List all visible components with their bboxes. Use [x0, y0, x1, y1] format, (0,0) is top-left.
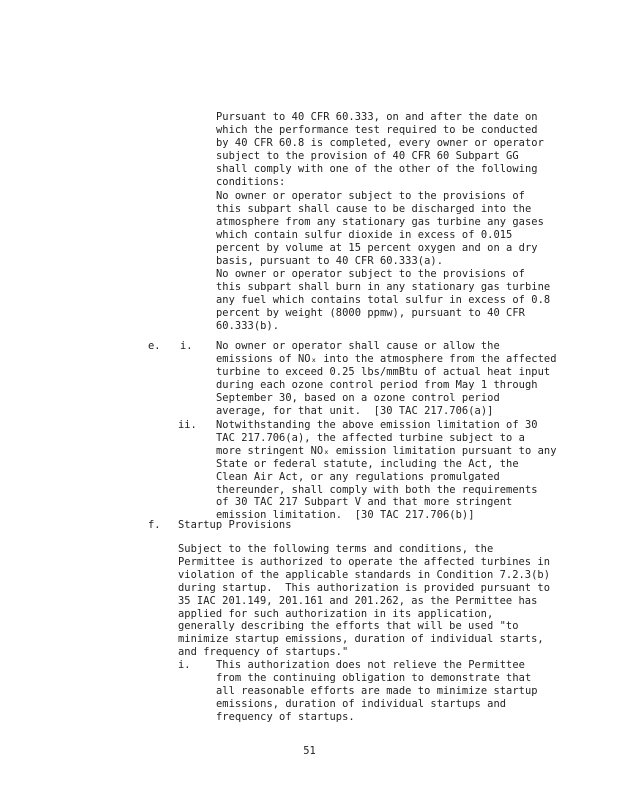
paragraph-startup-authorization: Subject to the following terms and conditions, the Permittee is authorized to operate the affected turbines in violation of the applicable standards in Condition 7.2.3(b) during startup. This authorization is provided pursuant to 35 IAC 201.149, 201.161 and 201.262, as the Permittee has applied for such authorization in its application, generally describing the efforts that will be used "to minimize startup emissions, duration of individual starts, and frequency of startups." — [178, 543, 551, 659]
item-label-e: e. — [148, 340, 161, 352]
section-heading-startup: Startup Provisions — [178, 519, 292, 531]
paragraph-stringent-limit: Notwithstanding the above emission limitation of 30 TAC 217.706(a), the affected turbine subject to a more stringent NOₓ emission limitation pursuant to any State or federal statute, including the Act, the Clean Air Act, or any regulations promulgated thereunder, shall comply with both the requirements of 30 TAC 217 Subpart V and that more stringent emission limitation. [30 TAC 217.706(b)] — [216, 419, 557, 522]
paragraph-nox-limit: No owner or operator shall cause or allow the emissions of NOₓ into the atmosphere from the affected turbine to exceed 0.25 lbs/mmBtu of actual heat input during each ozone control period from May 1 through September 30, based on a ozone control period average, for that unit. [30 TAC 217.706(a)] — [216, 340, 557, 417]
paragraph-sulfur-dioxide: No owner or operator subject to the provisions of this subpart shall cause to be discharged into the atmosphere from any stationary gas turbine any gases which contain sulfur dioxide in excess of 0.015 percent by volume at 15 percent oxygen and on a dry basis, pursuant to 40 CFR 60.333(a). — [216, 190, 544, 267]
paragraph-startup-obligation: This authorization does not relieve the Permittee from the continuing obligation to demonstrate that all reasonable efforts are made to minimize startup emissions, duration of individual startups and frequency of startups. — [216, 659, 538, 723]
page-number: 51 — [303, 745, 316, 757]
paragraph-intro: Pursuant to 40 CFR 60.333, on and after the date on which the performance test required to be conducted by 40 CFR 60.8 is completed, every owner or operator subject to the provision of 40 CFR 60 Subpart GG shall comply with one of the other of the following conditions: — [216, 111, 544, 188]
item-label-e-ii: ii. — [178, 419, 197, 431]
item-label-e-i: i. — [180, 340, 193, 352]
item-label-f: f. — [148, 519, 161, 531]
paragraph-fuel-sulfur: No owner or operator subject to the provisions of this subpart shall burn in any stationary gas turbine any fuel which contains total sulfur in excess of 0.8 percent by weight (8000 ppmw), pursuant to 40 CFR 60.333(b). — [216, 268, 551, 332]
item-label-f-i: i. — [178, 659, 191, 671]
